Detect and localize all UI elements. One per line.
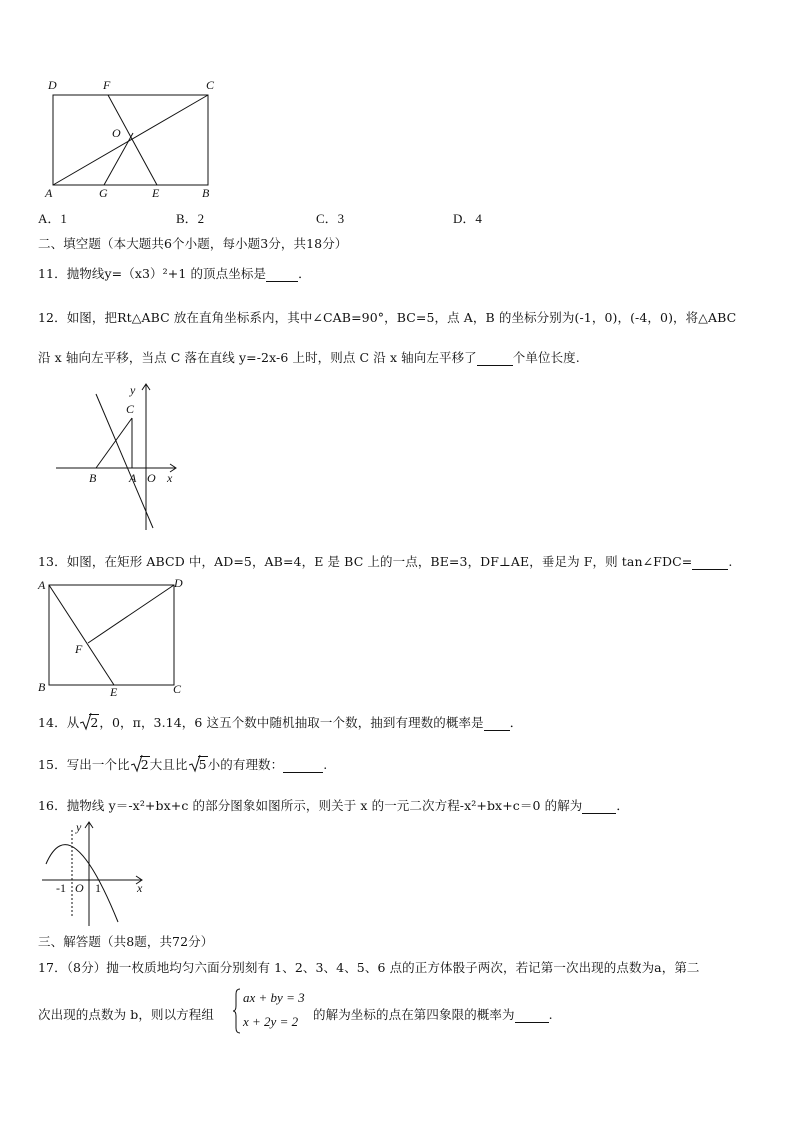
q14-pre: 14．从 [38, 715, 80, 730]
question-17-line2-post [313, 1005, 553, 1023]
sqrt-icon [80, 712, 92, 731]
question-15 [38, 755, 327, 773]
q13-tail: . [728, 554, 733, 569]
fig13-label-C: C [173, 682, 182, 696]
option-c: C．3 [316, 211, 345, 226]
sqrt-5-q15 [189, 757, 208, 772]
brace-icon [233, 988, 241, 1034]
q12-line2-tail: 个单位长度. [512, 350, 580, 365]
q16-blank [582, 801, 616, 814]
question-12-line2 [38, 348, 580, 366]
fig12-label-O: O [147, 471, 156, 485]
q13-blank [692, 557, 728, 570]
sqrt-icon [189, 754, 201, 773]
q15-root1-value: 2 [140, 757, 149, 772]
rectangle-figure [40, 76, 230, 200]
fig16-label-y: y [76, 820, 82, 834]
q12-blank [477, 353, 513, 366]
q11-text: 11．抛物线y=（x3）²+1 的顶点坐标是 [38, 266, 267, 281]
question-17-line2-pre: 次出现的点数为 b，则以方程组 [38, 1007, 214, 1022]
equation-1: ax + by = 3 [243, 990, 305, 1005]
q14-tail: ． [509, 715, 523, 730]
label-A: A [45, 186, 53, 200]
fig13-label-B: B [38, 680, 46, 694]
fig12-label-A: A [129, 471, 137, 485]
equation-2: x + 2y = 2 [243, 1014, 299, 1029]
fig16-label-1: 1 [95, 881, 101, 895]
q15-mid: 大且比 [149, 757, 188, 772]
q15-tail: . [323, 757, 328, 772]
label-E: E [152, 186, 160, 200]
label-B: B [202, 186, 210, 200]
sqrt-2-q14 [80, 715, 99, 730]
q14-root-value: 2 [90, 715, 99, 730]
fig12-label-B: B [89, 471, 97, 485]
question-12-line1: 12．如图，把Rt△ABC 放在直角坐标系内，其中∠CAB=90°，BC=5，点 A，B 的坐标分别为(-1，0)，(-4，0)，将△ABC [38, 310, 737, 325]
option-d: D．4 [453, 211, 482, 226]
label-F: F [103, 78, 111, 92]
sqrt-2-q15 [131, 757, 150, 772]
fig13-label-E: E [110, 685, 118, 699]
q17-tail: . [548, 1007, 553, 1022]
question-17-line1: 17．（8分）抛一枚质地均匀六面分别刻有 1、2、3、4、5、6 点的正方体骰子两次，若记第一次出现的点数为a，第二 [38, 960, 700, 975]
parabola-figure-q16 [38, 818, 150, 930]
fig12-label-C: C [126, 402, 135, 416]
option-a: A．1 [38, 211, 67, 226]
fig13-label-D: D [174, 576, 183, 590]
question-16 [38, 796, 629, 814]
section-2-title: 二、填空题（本大题共6个小题，每小题3分，共18分） [38, 236, 348, 251]
q12-line2-text: 沿 x 轴向左平移，当点 C 落在直线 y=-2x-6 上时，则点 C 沿 x 轴向左平移了 [38, 350, 477, 365]
label-O: O [112, 126, 121, 140]
sqrt-icon [131, 754, 143, 773]
section-3-title: 三、解答题（共8题，共72分） [38, 934, 214, 949]
q13-text: 13．如图，在矩形 ABCD 中，AD=5，AB=4，E 是 BC 上的一点，BE=3，DF⊥AE，垂足为 F，则 tan∠FDC= [38, 554, 693, 569]
option-b: B．2 [176, 211, 205, 226]
q14-post: ，0，π，3.14，6 这五个数中随机抽取一个数，抽到有理数的概率是 [99, 715, 484, 730]
label-D: D [48, 78, 57, 92]
q17-post-text: 的解为坐标的点在第四象限的概率为 [313, 1007, 515, 1022]
question-14 [38, 713, 522, 731]
q16-text: 16．抛物线 y＝-x²+bx+c 的部分图象如图所示，则关于 x 的一元二次方程-x²+bx+c＝0 的解为 [38, 798, 583, 813]
label-C: C [206, 78, 215, 92]
q15-root2-value: 5 [198, 757, 207, 772]
q17-blank [515, 1010, 549, 1023]
fig16-label-O: O [75, 881, 84, 895]
equation-system-brace [233, 988, 241, 1038]
label-G: G [99, 186, 108, 200]
q15-pre: 15．写出一个比 [38, 757, 130, 772]
fig12-label-x: x [167, 471, 173, 485]
question-11 [38, 264, 311, 282]
fig16-label-neg1: -1 [56, 881, 66, 895]
fig12-label-y: y [130, 383, 136, 397]
fig13-label-A: A [38, 578, 46, 592]
question-13 [38, 552, 732, 570]
rectangle-figure-q13 [34, 575, 194, 699]
coordinate-figure-q12 [52, 380, 182, 532]
q15-post: 小的有理数： [207, 757, 284, 772]
fig16-label-x: x [137, 881, 143, 895]
q14-blank [484, 718, 510, 731]
q11-blank [266, 269, 298, 282]
q11-tail: ． [298, 266, 311, 281]
fig13-label-F: F [75, 642, 83, 656]
q16-tail: ． [616, 798, 630, 813]
q15-blank [283, 760, 323, 773]
